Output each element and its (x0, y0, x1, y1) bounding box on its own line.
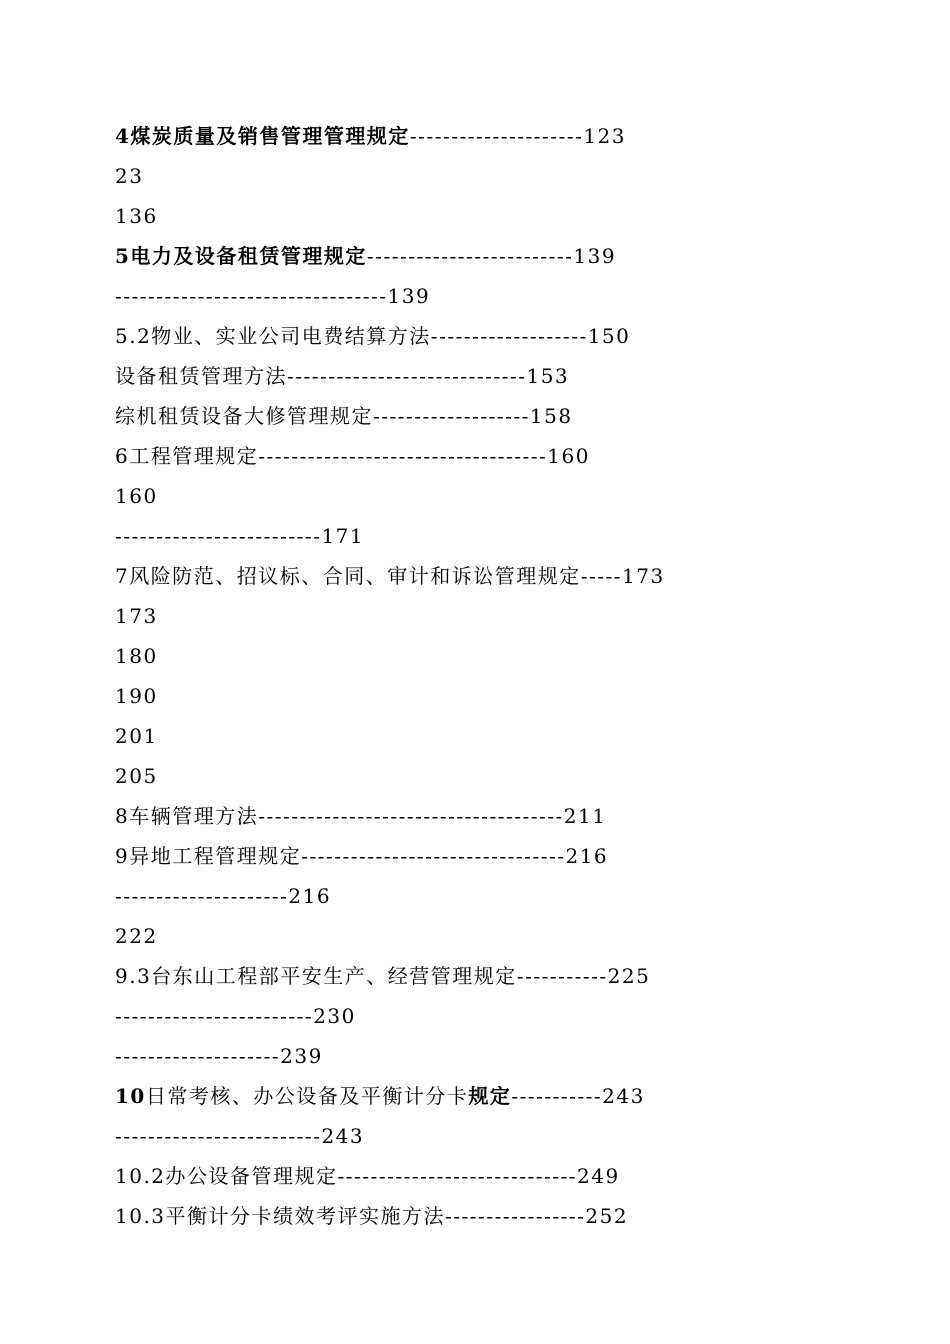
toc-line (115, 836, 775, 876)
toc-line (115, 236, 775, 276)
toc-section-number: 10 (115, 1084, 146, 1108)
toc-page-number: 23 (115, 164, 144, 188)
toc-line (115, 156, 775, 196)
toc-leader-page: -----------243 (511, 1084, 645, 1108)
toc-line (115, 356, 775, 396)
toc-entry: 8车辆管理方法-------------------------------------211 (115, 804, 607, 828)
toc-line (115, 116, 775, 156)
toc-line (115, 636, 775, 676)
toc-title-emphasis: 规定 (468, 1084, 512, 1108)
toc-line (115, 196, 775, 236)
toc-entry: 6工程管理规定-----------------------------------160 (115, 444, 590, 468)
toc-entry: 9异地工程管理规定--------------------------------216 (115, 844, 609, 868)
toc-entry: 10.2办公设备管理规定-----------------------------249 (115, 1164, 620, 1188)
table-of-contents (115, 116, 775, 1236)
toc-line (115, 996, 775, 1036)
toc-title: 5电力及设备租赁管理规定 (115, 244, 367, 268)
toc-line (115, 916, 775, 956)
toc-line (115, 1076, 775, 1116)
toc-line (115, 956, 775, 996)
toc-title: 日常考核、办公设备及平衡计分卡 (145, 1084, 469, 1108)
toc-line (115, 316, 775, 356)
toc-line (115, 876, 775, 916)
toc-line (115, 676, 775, 716)
toc-line (115, 796, 775, 836)
toc-line (115, 516, 775, 556)
toc-page-number: 180 (115, 644, 158, 668)
toc-entry: 7风险防范、招议标、合同、审计和诉讼管理规定-----173 (115, 564, 665, 588)
toc-leader-page: ---------------------------------139 (115, 284, 431, 308)
toc-entry: 设备租赁管理方法-----------------------------153 (115, 364, 570, 388)
toc-line (115, 1036, 775, 1076)
toc-entry: 10.3平衡计分卡绩效考评实施方法-----------------252 (115, 1204, 629, 1228)
toc-page-number: 222 (115, 924, 158, 948)
toc-entry: 9.3台东山工程部平安生产、经营管理规定-----------225 (115, 964, 651, 988)
toc-leader-page: -------------------------171 (115, 524, 365, 548)
toc-line (115, 436, 775, 476)
toc-line (115, 1196, 775, 1236)
toc-leader-page: ---------------------123 (409, 124, 627, 148)
toc-leader-page: -------------------------139 (366, 244, 617, 268)
toc-page-number: 201 (115, 724, 158, 748)
toc-title: 4煤炭质量及销售管理管理规定 (115, 124, 410, 148)
toc-line (115, 276, 775, 316)
toc-line (115, 1116, 775, 1156)
toc-line (115, 1156, 775, 1196)
toc-page-number: 205 (115, 764, 158, 788)
toc-entry: 5.2物业、实业公司电费结算方法-------------------150 (115, 324, 631, 348)
toc-line (115, 716, 775, 756)
toc-page-number: 136 (115, 204, 158, 228)
toc-leader-page: -------------------------243 (115, 1124, 365, 1148)
toc-line (115, 476, 775, 516)
toc-page-number: 190 (115, 684, 158, 708)
toc-entry: 综机租赁设备大修管理规定-------------------158 (115, 404, 573, 428)
toc-line (115, 756, 775, 796)
toc-line (115, 396, 775, 436)
toc-leader-page: ---------------------216 (115, 884, 332, 908)
toc-page-number: 173 (115, 604, 158, 628)
toc-page-number: 160 (115, 484, 158, 508)
toc-line (115, 556, 775, 596)
toc-line (115, 596, 775, 636)
toc-leader-page: ------------------------230 (115, 1004, 356, 1028)
toc-leader-page: --------------------239 (115, 1044, 323, 1068)
